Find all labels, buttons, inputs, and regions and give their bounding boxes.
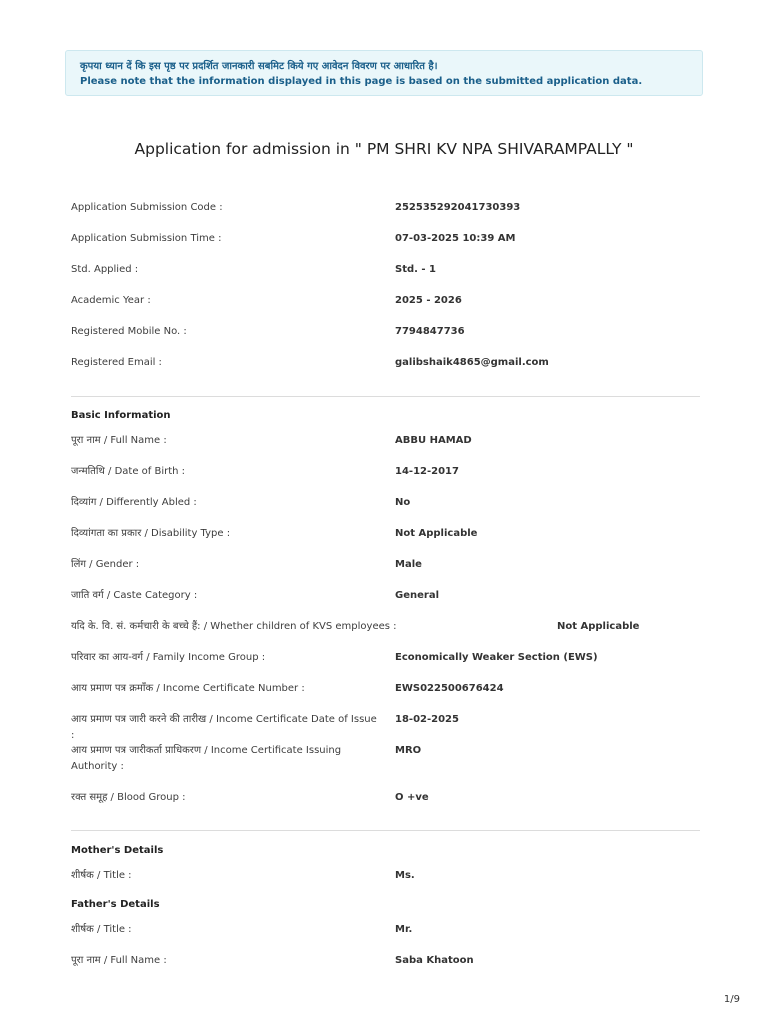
field-label: दिव्यांग / Differently Abled :	[71, 497, 197, 508]
section-heading-basic: Basic Information	[71, 410, 171, 421]
detail-row	[0, 790, 768, 810]
field-label: आय प्रमाण पत्र जारी करने की तारीख / Income Certificate Date of Issue :	[71, 714, 377, 741]
field-value: 07-03-2025 10:39 AM	[395, 233, 516, 244]
field-value: Mr.	[395, 924, 413, 935]
detail-row	[0, 231, 768, 251]
field-value: Saba Khatoon	[395, 955, 474, 966]
field-label: Application Submission Time :	[71, 233, 222, 244]
field-label: Application Submission Code :	[71, 202, 223, 213]
detail-row	[0, 495, 768, 515]
field-value: EWS022500676424	[395, 683, 504, 694]
detail-row	[0, 200, 768, 220]
detail-row	[0, 526, 768, 546]
page-title: Application for admission in " PM SHRI KV NPA SHIVARAMPALLY "	[134, 140, 634, 158]
field-value: Ms.	[395, 870, 415, 881]
field-label: जन्मतिथि / Date of Birth :	[71, 466, 186, 477]
notice-hindi: कृपया ध्यान दें कि इस पृष्ठ पर प्रदर्शित जानकारी सबमिट किये गए आवेदन विवरण पर आधारित है।	[80, 61, 438, 72]
field-label: लिंग / Gender :	[71, 559, 140, 570]
page-number: 1/9	[723, 994, 740, 1005]
detail-row	[0, 922, 768, 942]
field-label: आय प्रमाण पत्र क्रमाँक / Income Certificate Number :	[71, 683, 305, 694]
detail-row	[0, 433, 768, 453]
detail-row	[0, 681, 768, 701]
detail-row	[0, 588, 768, 608]
section-divider	[71, 396, 700, 397]
field-value: ABBU HAMAD	[395, 435, 472, 446]
section-divider	[71, 830, 700, 831]
field-label: Academic Year :	[71, 295, 151, 306]
field-value: 7794847736	[395, 326, 465, 337]
field-value: Not Applicable	[395, 528, 478, 539]
detail-row	[0, 650, 768, 670]
field-value: 252535292041730393	[395, 202, 521, 213]
detail-row	[0, 355, 768, 375]
section-heading-mother: Mother's Details	[71, 845, 164, 856]
field-label: शीर्षक / Title :	[71, 924, 132, 935]
info-notice	[65, 50, 703, 96]
field-value: MRO	[395, 745, 422, 756]
detail-row	[0, 868, 768, 888]
field-label: परिवार का आय-वर्ग / Family Income Group :	[71, 652, 266, 663]
detail-row	[0, 293, 768, 313]
field-label: पूरा नाम / Full Name :	[71, 955, 167, 966]
field-value: General	[395, 590, 439, 601]
detail-row	[0, 953, 768, 973]
detail-row	[0, 619, 768, 639]
field-label: Std. Applied :	[71, 264, 139, 275]
detail-row	[0, 557, 768, 577]
field-label: रक्त समूह / Blood Group :	[71, 792, 186, 803]
field-label: जाति वर्ग / Caste Category :	[71, 590, 198, 601]
field-value: Economically Weaker Section (EWS)	[395, 652, 598, 663]
field-value: galibshaik4865@gmail.com	[395, 357, 549, 368]
field-label: आय प्रमाण पत्र जारीकर्ता प्राधिकरण / Income Certificate Issuing Authority :	[71, 745, 342, 772]
field-value: O +ve	[395, 792, 429, 803]
section-heading-father: Father's Details	[71, 899, 160, 910]
detail-row	[0, 324, 768, 344]
detail-row	[0, 464, 768, 484]
field-label: दिव्यांगता का प्रकार / Disability Type :	[71, 528, 231, 539]
notice-english: Please note that the information displayed in this page is based on the submitted application data.	[80, 76, 643, 87]
field-label: यदि के. वि. सं. कर्मचारी के बच्चे हैं: / Whether children of KVS employees :	[71, 621, 397, 632]
detail-row	[0, 743, 768, 777]
field-value: Std. - 1	[395, 264, 437, 275]
field-value: 18-02-2025	[395, 714, 459, 725]
field-value: 2025 - 2026	[395, 295, 462, 306]
field-value: No	[395, 497, 411, 508]
detail-row	[0, 262, 768, 282]
field-label: शीर्षक / Title :	[71, 870, 132, 881]
field-label: पूरा नाम / Full Name :	[71, 435, 167, 446]
field-value: 14-12-2017	[395, 466, 459, 477]
detail-row	[0, 712, 768, 741]
field-value: Not Applicable	[557, 621, 640, 632]
field-value: Male	[395, 559, 422, 570]
field-label: Registered Email :	[71, 357, 162, 368]
field-label: Registered Mobile No. :	[71, 326, 187, 337]
